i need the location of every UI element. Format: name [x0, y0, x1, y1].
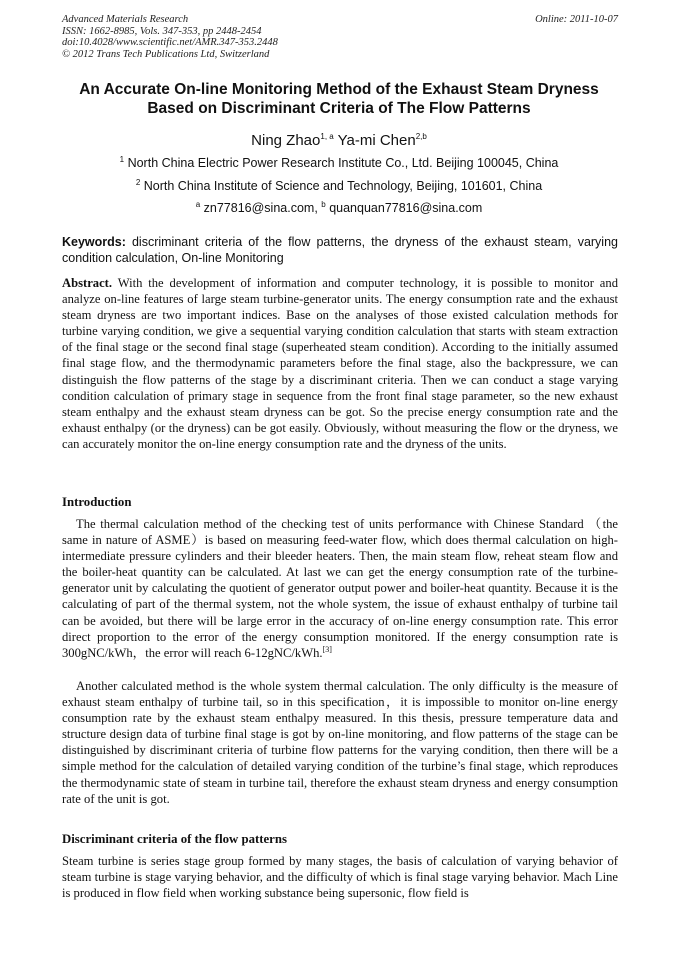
email-line — [0, 201, 678, 216]
author-superscript: 1, a — [320, 132, 334, 141]
author-superscript: 2,b — [415, 132, 427, 141]
author-name: Ning Zhao — [251, 132, 321, 149]
affiliation-text: North China Electric Power Research Institute Co., Ltd. Beijing 100045, China — [127, 156, 559, 170]
abstract-text: With the development of information and computer technology, it is possible to monitor and analyze on-line features of large steam turbine-generator units. The energy consumption rate and the exhaust steam dryness are two important indices. Base on the analyses of those existed calculation methods for turbine varying condition, we give a sequential varying condition calculation that starts with steam extraction of the final stage or the second final stage (superheated steam condition). According to the initially assumed final stage flow, and the thermodynamic parameters before the final stage, also the backpressure, we can distinguish the flow patterns of the stage by a discriminant criteria. Then we can conduct a stage varying condition calculation of primary stage in sequence from the front final stage parameter, so the new exhaust steam enthalpy and the exhaust steam dryness can be got. So the precise energy consumption rate and the exhaust enthalpy (or the dryness) can be got easily. Obviously, without measuring the flow or the dryness, we can accurately monitor the on-line energy consumption rate and the dryness of the units. — [62, 276, 618, 451]
affiliation-1 — [0, 156, 678, 171]
abstract — [62, 275, 618, 452]
title-line-1: An Accurate On-line Monitoring Method of the Exhaust Steam Dryness — [79, 81, 599, 98]
copyright-line: © 2012 Trans Tech Publications Ltd, Switzerland — [62, 48, 270, 60]
intro-paragraph-2 — [62, 678, 618, 807]
paragraph-text: Steam turbine is series stage group formed by many stages, the basis of calculation of varying behavior of steam turbine is stage varying behavior, and the difficulty of which is final stage varying behavior. Mach Line is produced in flow field when working substance being supersonic, flow field is — [62, 854, 618, 901]
paragraph-text: Another calculated method is the whole system thermal calculation. The only difficulty is the measure of exhaust steam enthalpy of turbine tail, so in this specification，it is impossible to monitor on-line energy consumption rate by the exhaust steam enthalpy measured. In this thesis, pressure temperature data and structure design data of turbine final stage is got by on-line monitoring, and flow patterns of the stage can be distinguished by discriminant criteria of turbine flow patterns for the varying condition, then there will be a simple method for the calculation of detailed varying condition of the turbine’s final stage, which reproduces the thermodynamic state of steam in turbine tail, therefore the exhaust steam dryness and energy consumption rate of the unit is got. — [62, 679, 618, 806]
paper-title — [40, 80, 638, 118]
citation-ref[interactable]: [3] — [322, 644, 332, 654]
abstract-label: Abstract. — [62, 276, 113, 290]
email-address[interactable]: quanquan77816@sina.com — [329, 201, 483, 215]
email-superscript: a — [195, 199, 201, 209]
email-separator: , — [314, 201, 322, 215]
affiliation-superscript: 1 — [119, 154, 125, 164]
paragraph-text: The thermal calculation method of the checking test of units performance with Chinese Standard （the same in nature of ASME）is based on measuring feed-water flow, which does thermal calculation on high-intermediate pressure cylinders and their bleeder heaters. Then, the main steam flow, reheat steam flow and the boiler-heat quantity can be calculated. At last we can get the energy consumption rate of the turbine-generator unit by calculating the quotient of generator output power and boiler-heat quantity. Because it is the calculating of part of the thermal system, not the whole system, the issue of exhaust enthalpy of turbine tail can be avoided, but there will be large error in the accuracy of on-line energy consumption rate. This error direct proportion to the error of the energy consumption monitored. If the energy consumption rate is 300gNC/kWh，the error will reach 6-12gNC/kWh. — [62, 517, 618, 660]
affiliation-text: North China Institute of Science and Technology, Beijing, 101601, China — [143, 179, 543, 193]
issn-line: ISSN: 1662-8985, Vols. 347-353, pp 2448-2454 — [62, 25, 262, 37]
section-heading-introduction: Introduction — [62, 495, 132, 509]
online-date: Online: 2011-10-07 — [535, 14, 618, 25]
section-heading-discriminant-criteria: Discriminant criteria of the flow patterns — [62, 832, 287, 846]
section2-paragraph-1 — [62, 853, 618, 901]
journal-name: Advanced Materials Research — [62, 14, 189, 25]
author-list — [0, 132, 678, 150]
email-superscript: b — [321, 199, 326, 209]
doi-line: doi:10.4028/www.scientific.net/AMR.347-353.2448 — [62, 37, 278, 48]
author-name: Ya-mi Chen — [337, 132, 416, 149]
affiliation-superscript: 2 — [135, 177, 141, 187]
keywords-text: discriminant criteria of the flow patterns, the dryness of the exhaust steam, varying condition calculation, On-line Monitoring — [62, 235, 618, 265]
keywords — [62, 235, 618, 266]
title-line-2: Based on Discriminant Criteria of The Flow Patterns — [147, 100, 531, 117]
email-address[interactable]: zn77816@sina.com — [203, 201, 315, 215]
affiliation-2 — [0, 179, 678, 194]
journal-header — [62, 14, 618, 60]
keywords-label: Keywords: — [62, 235, 126, 249]
intro-paragraph-1 — [62, 516, 618, 661]
